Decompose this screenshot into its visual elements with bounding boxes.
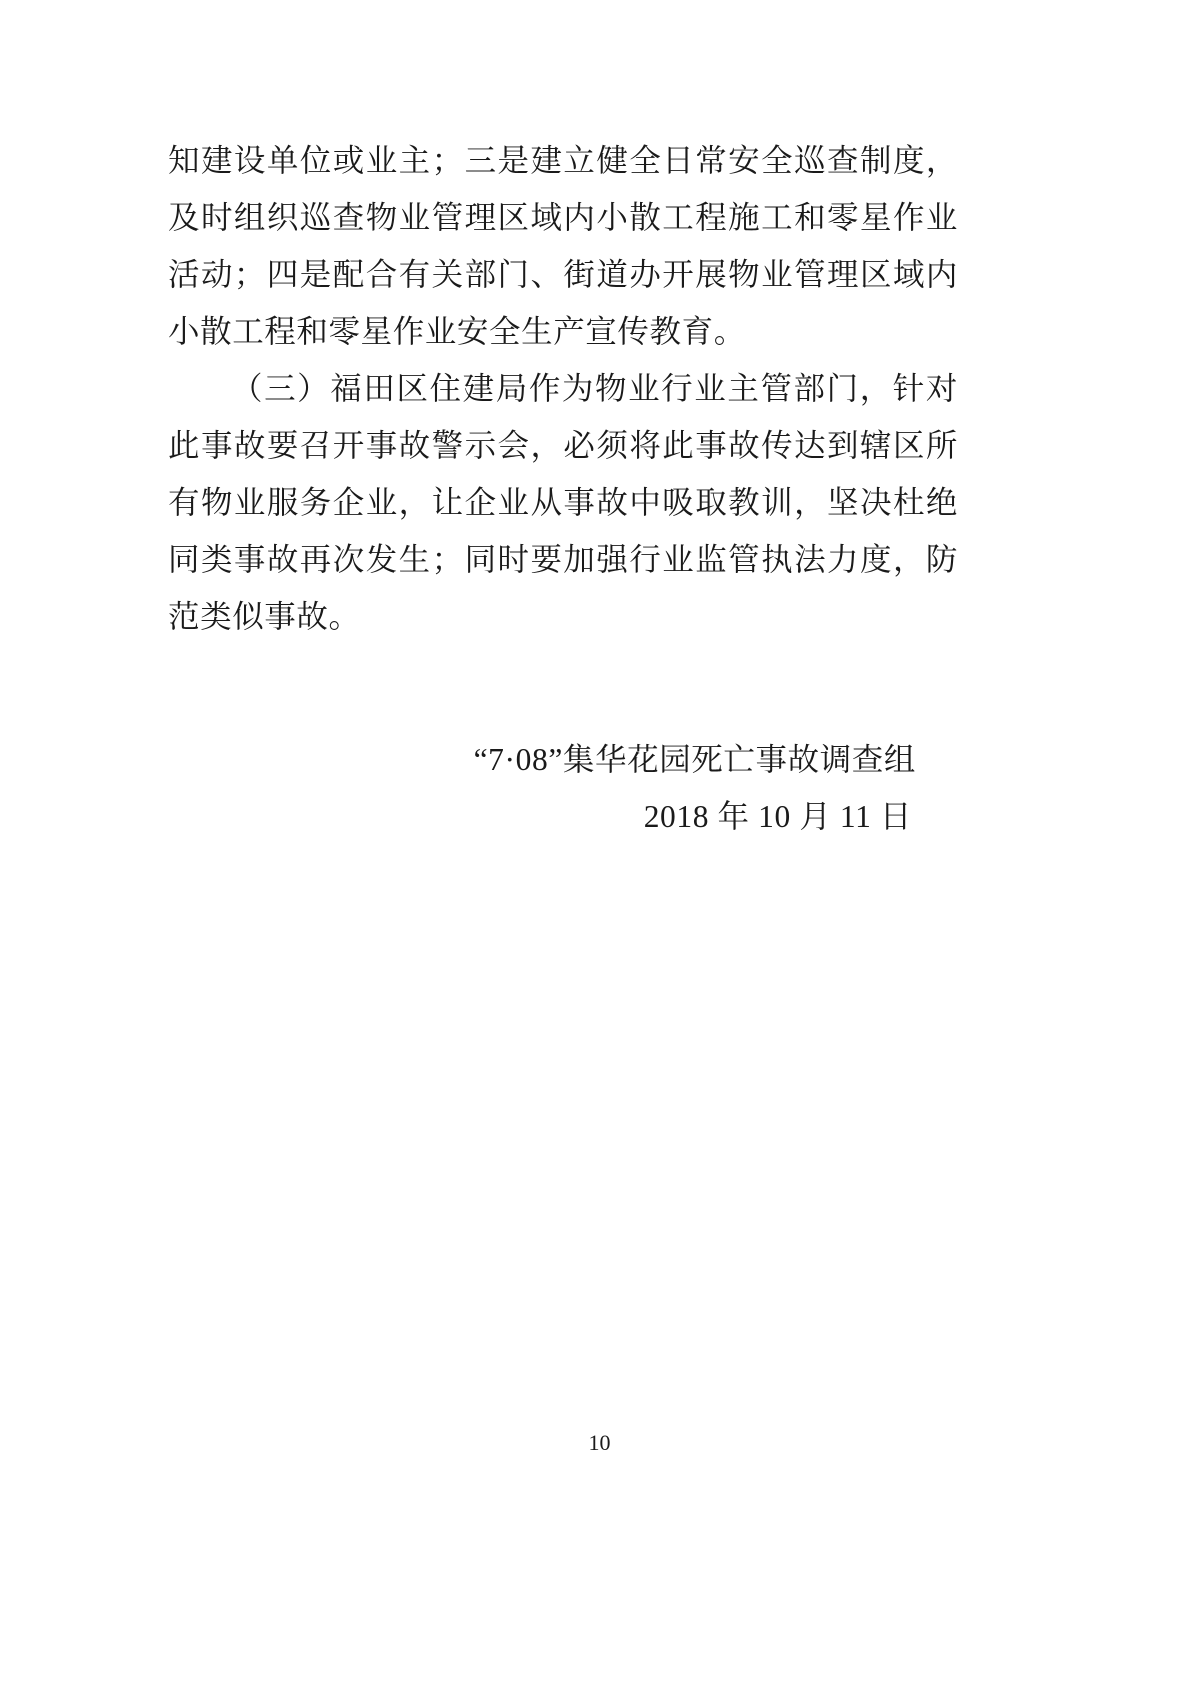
page-content [168, 132, 958, 845]
page-number: 10 [588, 1430, 611, 1455]
signature-organization: “7·08”集华花园死亡事故调查组 [473, 742, 916, 777]
paragraph-item-three: （三）福田区住建局作为物业行业主管部门，针对此事故要召开事故警示会，必须将此事故传达到辖区所有物业服务企业，让企业从事故中吸取教训，坚决杜绝同类事故再次发生；同时要加强行业监管执法力度，防范类似事故。 [168, 371, 958, 634]
signature-date: 2018 年 10 月 11 日 [643, 799, 912, 834]
signature-spacer [168, 645, 958, 731]
signature-block [168, 731, 958, 845]
paragraph-continuation: 知建设单位或业主；三是建立健全日常安全巡查制度，及时组织巡查物业管理区域内小散工程施工和零星作业活动；四是配合有关部门、街道办开展物业管理区域内小散工程和零星作业安全生产宣传教育。 [168, 143, 958, 349]
